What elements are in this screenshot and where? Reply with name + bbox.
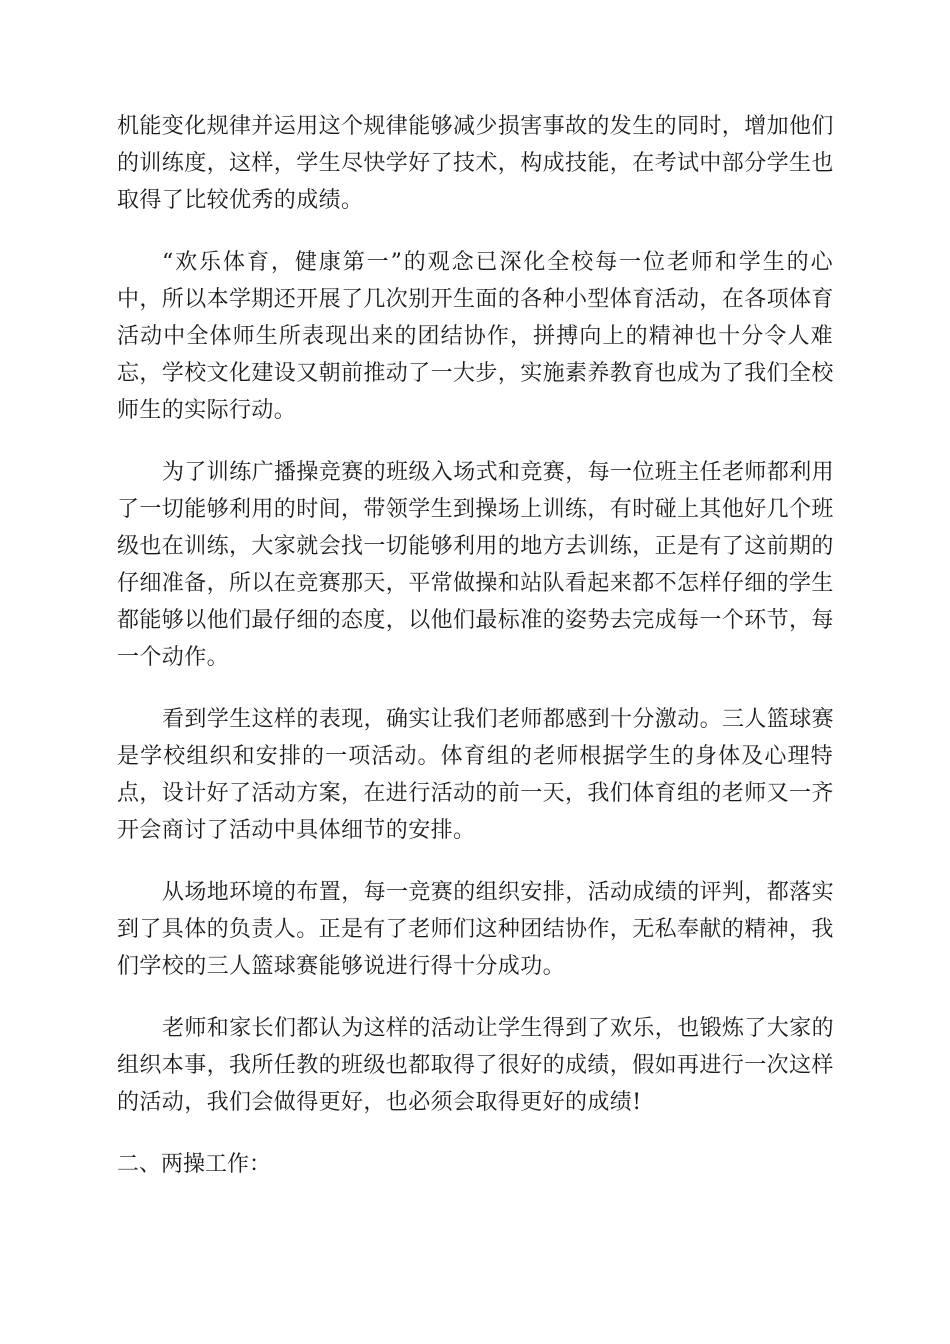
text-line: 中，所以本学期还开展了几次别开生面的各种小型体育活动，在各项体育: [117, 287, 834, 312]
paragraph-6: [117, 1010, 833, 1121]
text-line: 都能够以他们最仔细的态度，以他们最标准的姿势去完成每一个环节，每: [117, 608, 834, 633]
text-line: 从场地环境的布置，每一竞赛的组织安排，活动成绩的评判，都落实: [162, 880, 835, 905]
text-line: 级也在训练，大家就会找一切能够利用的地方去训练，正是有了这前期的: [117, 534, 834, 559]
text-line: 的训练度，这样，学生尽快学好了技术，构成技能，在考试中部分学生也: [117, 151, 834, 176]
text-line: 们学校的三人篮球赛能够说进行得十分成功。: [117, 954, 566, 979]
section-heading: 二、两操工作：: [117, 1152, 272, 1177]
text-line: 是学校组织和安排的一项活动。体育组的老师根据学生的身体及心理特: [117, 744, 833, 769]
text-line: 为了训练广播操竞赛的班级入场式和竞赛，每一位班主任老师都利用: [162, 460, 835, 485]
text-line: 到了具体的负责人。正是有了老师们这种团结协作，无私奉献的精神，我: [117, 917, 834, 942]
text-line: 老师和家长们都认为这样的活动让学生得到了欢乐，也锻炼了大家的: [162, 1016, 835, 1041]
text-line: 取得了比较优秀的成绩。: [117, 188, 364, 213]
paragraph-2: [117, 244, 833, 429]
text-line: 的活动，我们会做得更好，也必须会取得更好的成绩!: [117, 1090, 642, 1115]
text-line: 开会商讨了活动中具体细节的安排。: [117, 818, 476, 843]
text-line: 点，设计好了活动方案，在进行活动的前一天，我们体育组的老师又一齐: [117, 781, 834, 806]
text-line: 组织本事，我所任教的班级也都取得了很好的成绩，假如再进行一次这样: [117, 1053, 834, 1078]
text-line: 了一切能够利用的时间，带领学生到操场上训练，有时碰上其他好几个班: [117, 497, 834, 522]
text-line: 仔细准备，所以在竞赛那天，平常做操和站队看起来都不怎样仔细的学生: [117, 571, 834, 596]
text-line: “欢乐体育，健康第一”的观念已深化全校每一位老师和学生的心: [162, 250, 833, 275]
text-line: 师生的实际行动。: [117, 398, 297, 423]
text-line: 看到学生这样的表现，确实让我们老师都感到十分激动。三人篮球赛: [162, 707, 835, 732]
paragraph-3: [117, 454, 833, 676]
text-line: 一个动作。: [117, 645, 230, 670]
text-line: 活动中全体师生所表现出来的团结协作，拼搏向上的精神也十分令人难: [117, 324, 833, 349]
paragraph-4: [117, 701, 833, 849]
text-line: 机能变化规律并运用这个规律能够减少损害事故的发生的同时，增加他们: [117, 114, 834, 139]
text-line: 忘，学校文化建设又朝前推动了一大步，实施素养教育也成为了我们全校: [117, 361, 834, 386]
document-page: [117, 108, 833, 1183]
paragraph-5: [117, 874, 833, 985]
paragraph-1: [117, 108, 833, 219]
